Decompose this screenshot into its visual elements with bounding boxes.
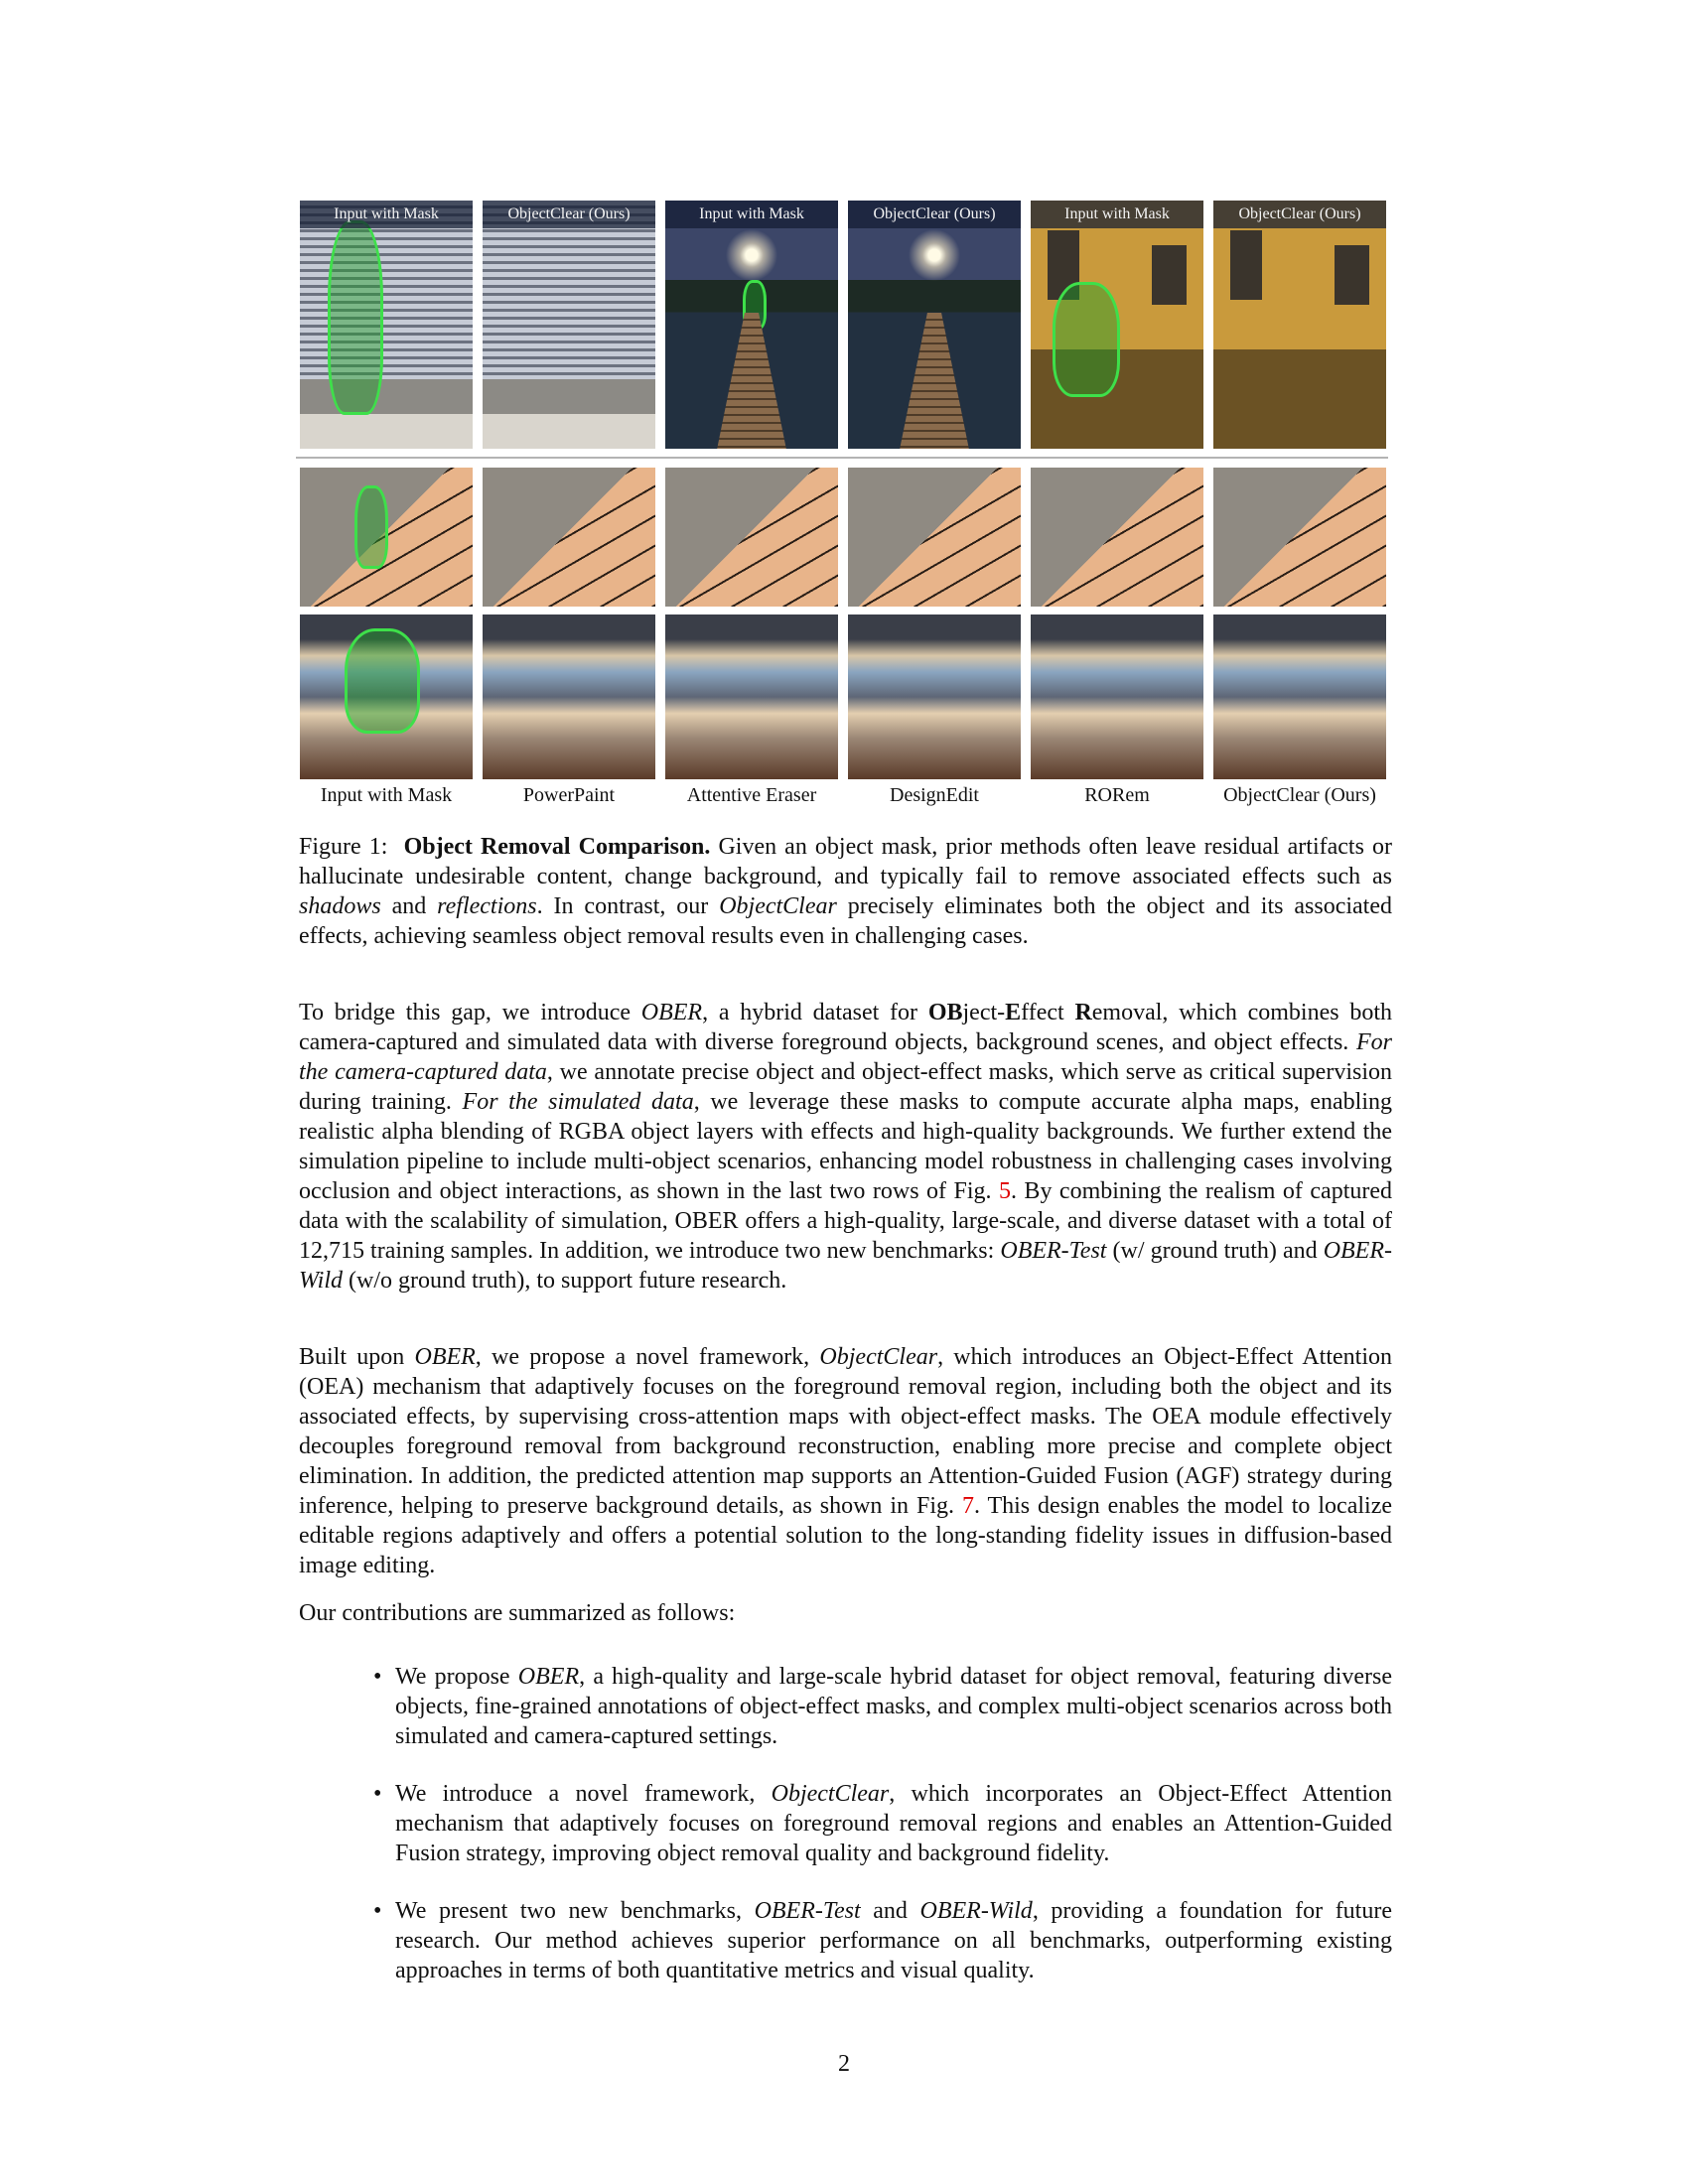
text: , providing a foundation for future research. Our method achieves superior performance on all benchmarks, outperforming existing approaches in terms of both quantitative metrics and visual quality. [395,1898,1392,1983]
text: We introduce a novel framework, [395,1781,772,1807]
text: We present two new benchmarks, [395,1898,755,1924]
text: ject- [962,1000,1006,1025]
figure-column-labels [300,784,1386,807]
emphasis: OBER-Test [754,1898,861,1924]
contributions-list [373,1662,1392,2013]
figure-image-glass-input [300,468,473,607]
figure-divider [296,457,1388,459]
column-label-objectclear: ObjectClear (Ours) [1223,784,1376,806]
text: , a hybrid dataset for [702,1000,928,1025]
object-mask-overlay [1053,282,1120,397]
emphasis: OBER-Wild [299,1238,1392,1294]
paragraph-objectclear-intro [299,1342,1392,1580]
emphasis: OBER [517,1664,580,1690]
caption-text: . In contrast, our [536,893,720,919]
emphasis: For the simulated data [462,1089,694,1115]
figure-image-dock-result [848,201,1021,449]
text: (w/o ground truth), to support future research. [343,1268,787,1294]
acronym-letters: OB [927,1000,963,1025]
image-header: Input with Mask [1031,201,1203,228]
figure-title: Object Removal Comparison. [403,834,711,860]
figure-5-link[interactable]: 5 [998,1178,1011,1204]
figure-comparison-row-giraffe [300,614,1386,779]
column-label-powerpaint: PowerPaint [522,784,616,806]
image-header: ObjectClear (Ours) [483,201,655,228]
bullet-icon: • [373,1664,382,1690]
figure-comparison-row-glass [300,468,1386,607]
emphasis: For the camera-captured data [299,1029,1392,1085]
text: and [860,1898,920,1924]
paragraph-ober-intro [299,998,1392,1296]
text: Built upon [299,1344,415,1370]
bullet-icon: • [373,1781,382,1807]
text: emoval, which combines both camera-captured and simulated data with diverse foreground objects, background scenes, and object effects. [299,1000,1392,1055]
column-label-rorem: RORem [1084,784,1150,806]
contribution-item-dataset [373,1662,1392,1751]
figure-image-giraffe-objectclear [1213,614,1386,779]
figure-image-glass-objectclear [1213,468,1386,607]
figure-caption [299,832,1392,951]
figure-image-giraffe-input [300,614,473,779]
caption-emphasis: ObjectClear [719,893,837,919]
figure-image-skateboarder-result [483,201,655,449]
column-label-input: Input with Mask [320,784,453,806]
figure-image-giraffe-powerpaint [483,614,655,779]
emphasis: ObjectClear [771,1781,890,1807]
contribution-item-benchmarks [373,1896,1392,1985]
emphasis: OBER [414,1344,476,1370]
figure-top-row [300,201,1386,449]
caption-emphasis: shadows [299,893,381,919]
caption-text: Given an object mask, prior methods often leave residual artifacts or hallucinate undesirable content, change background, and typically fail to remove associated effects such as [299,834,1392,889]
acronym-letters: E [1005,1000,1022,1025]
image-header: ObjectClear (Ours) [1213,201,1386,228]
text: We propose [395,1664,518,1690]
text: , which introduces an Object-Effect Attention (OEA) mechanism that adaptively focuses on the foreground removal region, including both the object and its associated effects, by supervising cross-attention maps with object-effect masks. The OEA module effectively decouples foreground removal from background reconstruction, enabling more precise and complete object elimination. In addition, the predicted attention map supports an Attention-Guided Fusion (AGF) strategy during inference, helping to preserve background details, as shown in Fig. [299,1344,1392,1519]
figure-image-cyclist-input [1031,201,1203,449]
figure-image-cyclist-result [1213,201,1386,449]
figure-label: Figure 1: [299,834,388,860]
caption-emphasis: reflections [437,893,537,919]
object-mask-overlay [328,220,383,415]
emphasis: ObjectClear [819,1344,938,1370]
caption-text: precisely eliminates both the object and its associated effects, achieving seamless object removal results even in challenging cases. [299,893,1392,949]
figure-image-glass-designedit [848,468,1021,607]
image-header: ObjectClear (Ours) [848,201,1021,228]
emphasis: OBER [640,1000,703,1025]
figure-image-glass-rorem [1031,468,1203,607]
text: . This design enables the model to localize editable regions adaptively and offers a potential solution to the long-standing fidelity issues in diffusion-based image editing. [299,1493,1392,1578]
column-label-designedit: DesignEdit [890,784,979,806]
text: , we leverage these masks to compute accurate alpha maps, enabling realistic alpha blending of RGBA object layers with effects and high-quality backgrounds. We further extend the simulation pipeline to include multi-object scenarios, enhancing model robustness in challenging cases involving occlusion and object interactions, as shown in the last two rows of Fig. [299,1089,1392,1204]
contribution-item-framework [373,1779,1392,1868]
bullet-icon: • [373,1898,382,1924]
figure-7-link[interactable]: 7 [961,1493,974,1519]
image-header: Input with Mask [665,201,838,228]
caption-text: and [380,893,438,919]
figure-image-skateboarder-input [300,201,473,449]
text: To bridge this gap, we introduce [299,1000,641,1025]
image-header: Input with Mask [300,201,473,228]
object-mask-overlay [354,485,388,569]
acronym-letters: R [1074,1000,1092,1025]
text: , we annotate precise object and object-effect masks, which serve as critical supervision during training. [299,1059,1392,1115]
column-label-attentive-eraser: Attentive Eraser [686,784,817,806]
emphasis: OBER-Wild [919,1898,1033,1924]
object-mask-overlay [743,280,767,330]
figure-image-giraffe-designedit [848,614,1021,779]
text: (w/ ground truth) and [1106,1238,1324,1264]
figure-image-glass-attentive-eraser [665,468,838,607]
figure-image-glass-powerpaint [483,468,655,607]
figure-image-giraffe-rorem [1031,614,1203,779]
paragraph-contributions-lead: Our contributions are summarized as follows: [299,1600,736,1626]
object-mask-overlay [345,628,420,734]
text: ffect [1021,1000,1075,1025]
figure-image-dock-input [665,201,838,449]
figure-image-giraffe-attentive-eraser [665,614,838,779]
emphasis: OBER-Test [1000,1238,1107,1264]
text: , we propose a novel framework, [475,1344,820,1370]
text: , a high-quality and large-scale hybrid dataset for object removal, featuring diverse objects, fine-grained annotations of object-effect masks, and complex multi-object scenarios across both simulated and camera-captured settings. [395,1664,1392,1749]
page-number: 2 [838,2051,850,2077]
text: . By combining the realism of captured data with the scalability of simulation, OBER offers a high-quality, large-scale, and diverse dataset with a total of 12,715 training samples. In addition, we introduce two new benchmarks: [299,1178,1393,1264]
text: , which incorporates an Object-Effect Attention mechanism that adaptively focuses on foreground removal regions and enables an Attention-Guided Fusion strategy, improving object removal quality and background fidelity. [395,1781,1392,1866]
